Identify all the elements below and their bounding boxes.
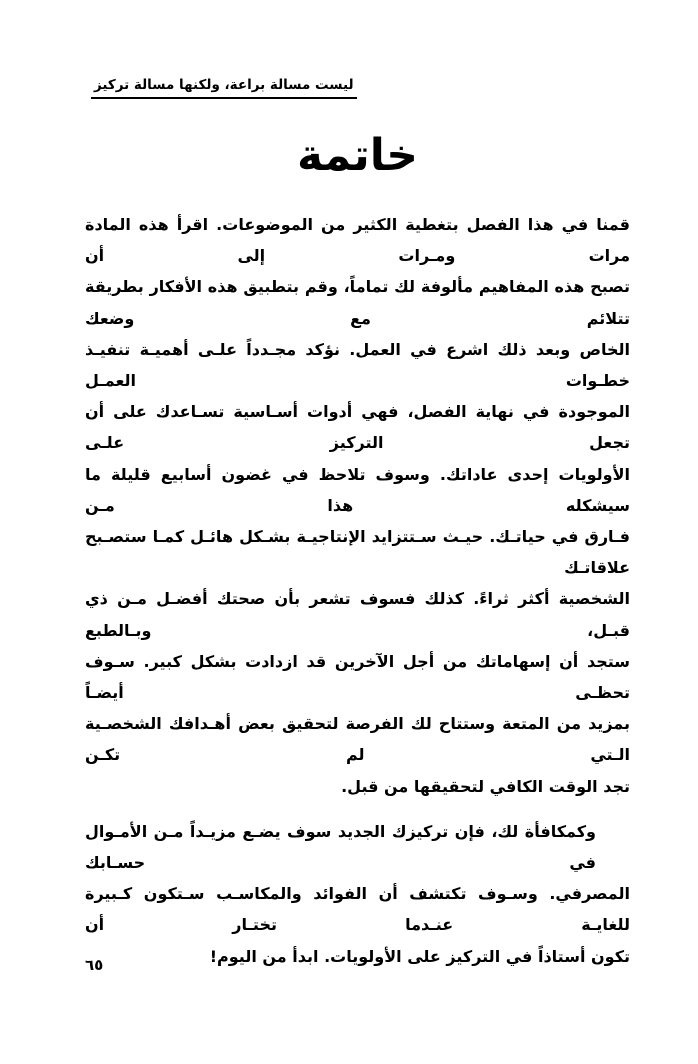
text-line: بمزيد من المتعة وستتاح لك الفرصة لتحقيق بعض أهـدافك الشخصـية الـتي لم تكـن: [85, 714, 630, 765]
text-line: ستجد أن إسهاماتك من أجل الآخرين قد ازدادت بشكل كبير. سـوف تحظـى أيضـاً: [85, 651, 630, 703]
text-line: الأولويات إحدى عاداتك. وسوف تلاحظ في غضون أسابيع قليلة ما سيشكله هذا مـن: [85, 464, 630, 515]
text-line: المصرفي. وسـوف تكتشف أن الفوائد والمكاسـب سـتكون كـبيرة للغايـة عنـدما تختـار أن: [85, 884, 630, 935]
chapter-title: خاتمة: [297, 130, 418, 181]
body-text: [85, 209, 630, 972]
text-line: وكمكافأة لك، فإن تركيزك الجديد سوف يضـع مزيـداً مـن الأمـوال في حسـابك: [85, 821, 596, 873]
text-line: فـارق في حياتـك. حيـث سـتتزايد الإنتاجيـة بشـكل هائـل كمـا ستصـبح علاقاتـك: [85, 527, 630, 578]
text-line: قمنا في هذا الفصل بتغطية الكثير من الموضوعات. اقرأ هذه المادة مرات ومـرات إلى أن: [85, 215, 630, 266]
text-line: الشخصية أكثر ثراءً. كذلك فسوف تشعر بأن صحتك أفضـل مـن ذي قبـل، وبـالطبع: [85, 589, 630, 640]
running-header: [91, 77, 357, 99]
running-header-text: ليست مسالة براعة، ولكنها مسالة تركيز: [94, 77, 354, 93]
text-line: الموجودة في نهاية الفصل، فهي أدوات أسـاسية تسـاعدك على أن تجعل التركيز علـى: [85, 402, 630, 453]
text-line: تجد الوقت الكافي لتحقيقها من قبل.: [341, 776, 630, 796]
page-number: ٦٥: [85, 956, 104, 974]
paragraph-1: [85, 209, 630, 802]
text-line: الخاص وبعد ذلك اشرع في العمل. نؤكد مجـدداً علـى أهميـة تنفيـذ خطـوات العمـل: [85, 339, 630, 391]
text-line: تصبح هذه المفاهيم مألوفة لك تماماً، وقم بتطبيق هذه الأفكار بطريقة تتلائم مع وضعك: [85, 277, 630, 328]
text-line: تكون أستاذاً في التركيز على الأولويات. ابدأ من اليوم!: [209, 946, 630, 966]
paragraph-2: [85, 816, 630, 972]
